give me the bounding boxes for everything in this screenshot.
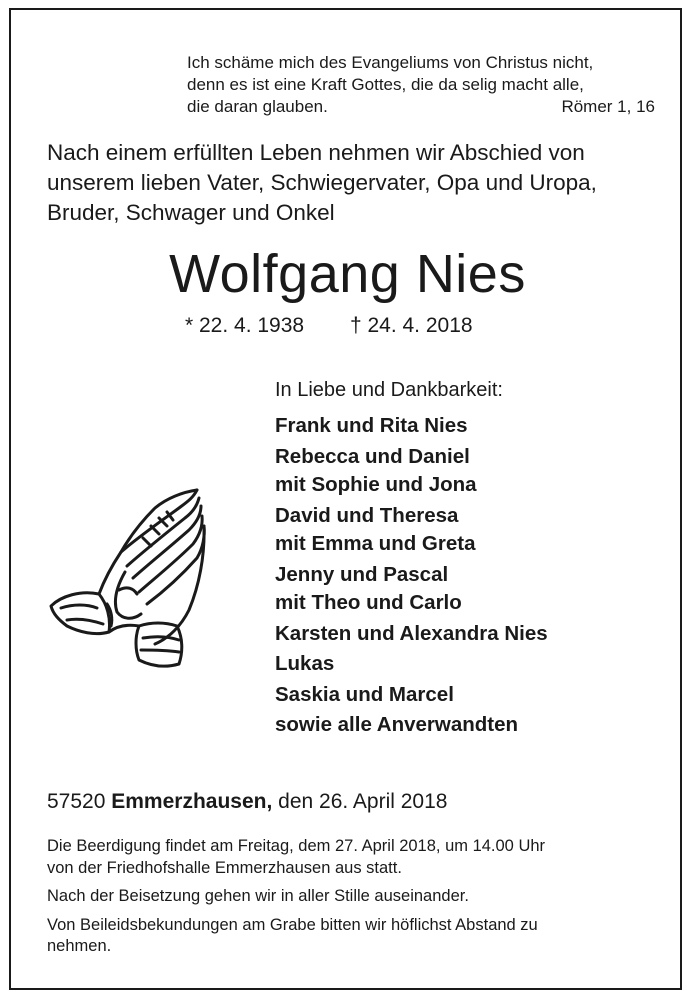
mourners-heading: In Liebe und Dankbarkeit: (275, 379, 503, 401)
mourner-line: mit Sophie und Jona (275, 473, 477, 496)
mourner-line: Jenny und Pascal (275, 562, 449, 586)
place-and-date (47, 788, 447, 816)
verse-line: Ich schäme mich des Evangeliums von Christus nicht, (187, 53, 594, 72)
mourner-line: mit Emma und Greta (275, 532, 476, 555)
farewell-intro (47, 138, 667, 228)
mourner-line: Karsten und Alexandra Nies (275, 621, 548, 645)
verse-line: die daran glauben. (187, 97, 328, 116)
condolence-info-line: nehmen. (47, 937, 112, 955)
mourner-line: Saskia und Marcel (275, 682, 454, 706)
praying-hands-icon (47, 486, 207, 671)
life-dates (185, 312, 473, 340)
notice-date: den 26. April 2018 (278, 790, 448, 813)
postal-code: 57520 (47, 790, 106, 813)
bible-verse (187, 52, 655, 118)
funeral-info (47, 836, 667, 879)
condolence-info-line: Von Beileidsbekundungen am Grabe bitten wir höflichst Abstand zu (47, 915, 538, 934)
deceased-name: Wolfgang Nies (169, 244, 526, 304)
verse-reference: Römer 1, 16 (561, 97, 655, 116)
intro-line: Bruder, Schwager und Onkel (47, 200, 335, 225)
death-date: † 24. 4. 2018 (349, 314, 473, 337)
verse-last-line (187, 96, 655, 118)
mourner-line: mit Theo und Carlo (275, 591, 462, 614)
town-name: Emmerzhausen, (111, 790, 273, 813)
birth-date: * 22. 4. 1938 (185, 314, 305, 337)
obituary-notice (9, 8, 682, 990)
intro-line: Nach einem erfüllten Leben nehmen wir Abschied von (47, 140, 585, 165)
verse-line: denn es ist eine Kraft Gottes, die da selig macht alle, (187, 75, 584, 94)
funeral-info-line: von der Friedhofshalle Emmerzhausen aus statt. (47, 858, 402, 877)
mourners-list (275, 376, 675, 740)
intro-line: unserem lieben Vater, Schwiegervater, Opa und Uropa, (47, 170, 597, 195)
funeral-info-line: Die Beerdigung findet am Freitag, dem 27. April 2018, um 14.00 Uhr (47, 837, 546, 855)
mourner-line: David und Theresa (275, 503, 459, 527)
mourner-line: sowie alle Anverwandten (275, 713, 519, 736)
mourner-line: Frank und Rita Nies (275, 414, 468, 437)
burial-info (47, 886, 667, 908)
mourner-line: Rebecca und Daniel (275, 444, 470, 468)
condolence-info (47, 915, 667, 958)
burial-info-line: Nach der Beisetzung gehen wir in aller Stille auseinander. (47, 887, 469, 905)
mourner-line: Lukas (275, 652, 335, 675)
funeral-notes (47, 836, 667, 965)
